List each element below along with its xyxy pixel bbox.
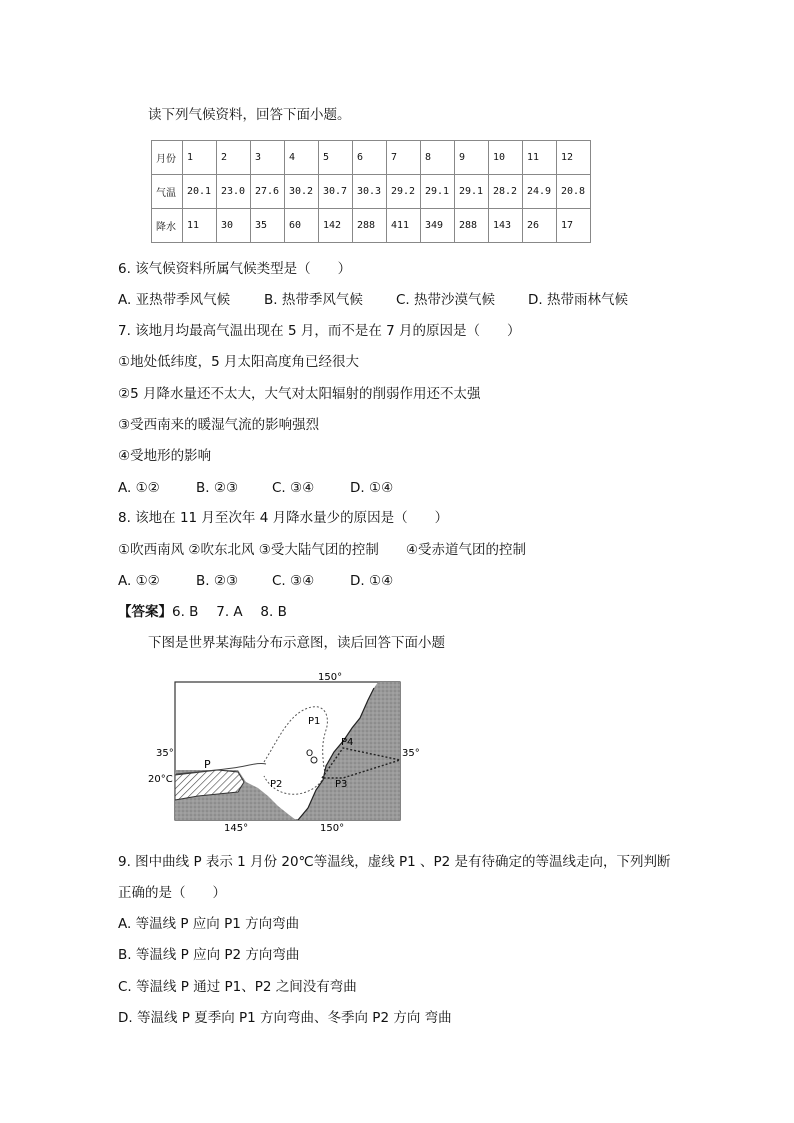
climate-table	[151, 140, 591, 243]
table-row	[152, 141, 591, 175]
table-cell: 7	[387, 141, 421, 175]
q8-stem: 8. 该地在 11 月至次年 4 月降水量少的原因是（ ）	[118, 510, 449, 526]
q8-option-a: A. ①②	[118, 573, 160, 589]
table-cell: 3	[251, 141, 285, 175]
row-header: 月份	[152, 141, 183, 175]
q7-option-a: A. ①②	[118, 480, 160, 496]
table-cell: 9	[455, 141, 489, 175]
table-cell: 288	[455, 209, 489, 243]
table-row	[152, 175, 591, 209]
table-cell: 30	[217, 209, 251, 243]
label-p2: P2	[270, 779, 283, 790]
q6-option-b: B. 热带季风气候	[264, 292, 363, 308]
row-header: 降水	[152, 209, 183, 243]
q9-stem-line2: 正确的是（ ）	[118, 885, 226, 901]
q8-options	[118, 572, 393, 590]
label-o: O	[306, 749, 314, 759]
intro-text: 读下列气候资料，回答下面小题。	[148, 107, 351, 123]
q8-option-c: C. ③④	[272, 573, 315, 589]
table-cell: 23.0	[217, 175, 251, 209]
table-cell: 6	[353, 141, 387, 175]
q7-item: ②5 月降水量还不太大，大气对太阳辐射的削弱作用还不太强	[118, 386, 481, 402]
table-cell: 12	[557, 141, 591, 175]
answer-text: 6. B 7. A 8. B	[172, 604, 287, 620]
q7-options	[118, 479, 393, 497]
q9-stem-line1: 9. 图中曲线 P 表示 1 月份 20℃等温线，虚线 P1 、P2 是有待确定的等温线走向，下列判断	[118, 854, 671, 870]
table-cell: 20.8	[557, 175, 591, 209]
q9-option-a: A. 等温线 P 应向 P1 方向弯曲	[118, 916, 300, 932]
table-cell: 10	[489, 141, 523, 175]
table-cell: 30.2	[285, 175, 319, 209]
q7-option-b: B. ②③	[196, 480, 239, 496]
sea-land-map	[138, 670, 420, 834]
lon-label-bottom-left: 145°	[224, 823, 249, 834]
table-cell: 29.1	[455, 175, 489, 209]
table-cell: 8	[421, 141, 455, 175]
table-cell: 27.6	[251, 175, 285, 209]
label-p: P	[204, 758, 211, 771]
q6-option-a: A. 亚热带季风气候	[118, 292, 231, 308]
lat-label-left: 35°	[156, 748, 174, 759]
q7-item: ④受地形的影响	[118, 448, 212, 464]
answer-label: 【答案】	[118, 604, 172, 620]
lon-label-bottom-right: 150°	[320, 823, 345, 834]
lat-label-right: 35°	[402, 748, 420, 759]
table-cell: 11	[183, 209, 217, 243]
table-cell: 26	[523, 209, 557, 243]
label-p1: P1	[308, 716, 321, 727]
table-row	[152, 209, 591, 243]
table-cell: 20.1	[183, 175, 217, 209]
table-cell: 4	[285, 141, 319, 175]
q8-option-b: B. ②③	[196, 573, 239, 589]
table-cell: 28.2	[489, 175, 523, 209]
q9-option-d: D. 等温线 P 夏季向 P1 方向弯曲、冬季向 P2 方向 弯曲	[118, 1010, 452, 1026]
table-cell: 2	[217, 141, 251, 175]
table-cell: 30.3	[353, 175, 387, 209]
table-cell: 11	[523, 141, 557, 175]
q6-stem: 6. 该气候资料所属气候类型是（ ）	[118, 261, 352, 277]
q7-item: ①地处低纬度，5 月太阳高度角已经很大	[118, 354, 359, 370]
q7-option-c: C. ③④	[272, 480, 315, 496]
q6-option-c: C. 热带沙漠气候	[396, 292, 496, 308]
q8-option-d: D. ①④	[350, 573, 394, 589]
table-cell: 30.7	[319, 175, 353, 209]
table-cell: 5	[319, 141, 353, 175]
row-header: 气温	[152, 175, 183, 209]
intro-text-2: 下图是世界某海陆分布示意图，读后回答下面小题	[148, 635, 445, 651]
q7-stem: 7. 该地月均最高气温出现在 5 月，而不是在 7 月的原因是（ ）	[118, 323, 521, 339]
label-p4: P4	[341, 737, 354, 748]
table-cell: 143	[489, 209, 523, 243]
table-cell: 35	[251, 209, 285, 243]
table-cell: 29.1	[421, 175, 455, 209]
q8-items: ①吹西南风 ②吹东北风 ③受大陆气团的控制 ④受赤道气团的控制	[118, 542, 526, 558]
q9-option-c: C. 等温线 P 通过 P1、P2 之间没有弯曲	[118, 979, 357, 995]
q6-options	[118, 291, 628, 309]
answer-line	[118, 603, 287, 621]
label-p3: P3	[335, 779, 348, 790]
q9-option-b: B. 等温线 P 应向 P2 方向弯曲	[118, 947, 300, 963]
lon-label-top: 150°	[318, 672, 343, 683]
table-cell: 1	[183, 141, 217, 175]
q6-option-d: D. 热带雨林气候	[528, 292, 628, 308]
table-cell: 288	[353, 209, 387, 243]
table-cell: 29.2	[387, 175, 421, 209]
table-cell: 24.9	[523, 175, 557, 209]
table-cell: 142	[319, 209, 353, 243]
q7-item: ③受西南来的暖湿气流的影响强烈	[118, 417, 320, 433]
table-cell: 60	[285, 209, 319, 243]
temp-label: 20°C	[148, 774, 173, 785]
table-cell: 17	[557, 209, 591, 243]
q7-option-d: D. ①④	[350, 480, 394, 496]
table-cell: 349	[421, 209, 455, 243]
table-cell: 411	[387, 209, 421, 243]
